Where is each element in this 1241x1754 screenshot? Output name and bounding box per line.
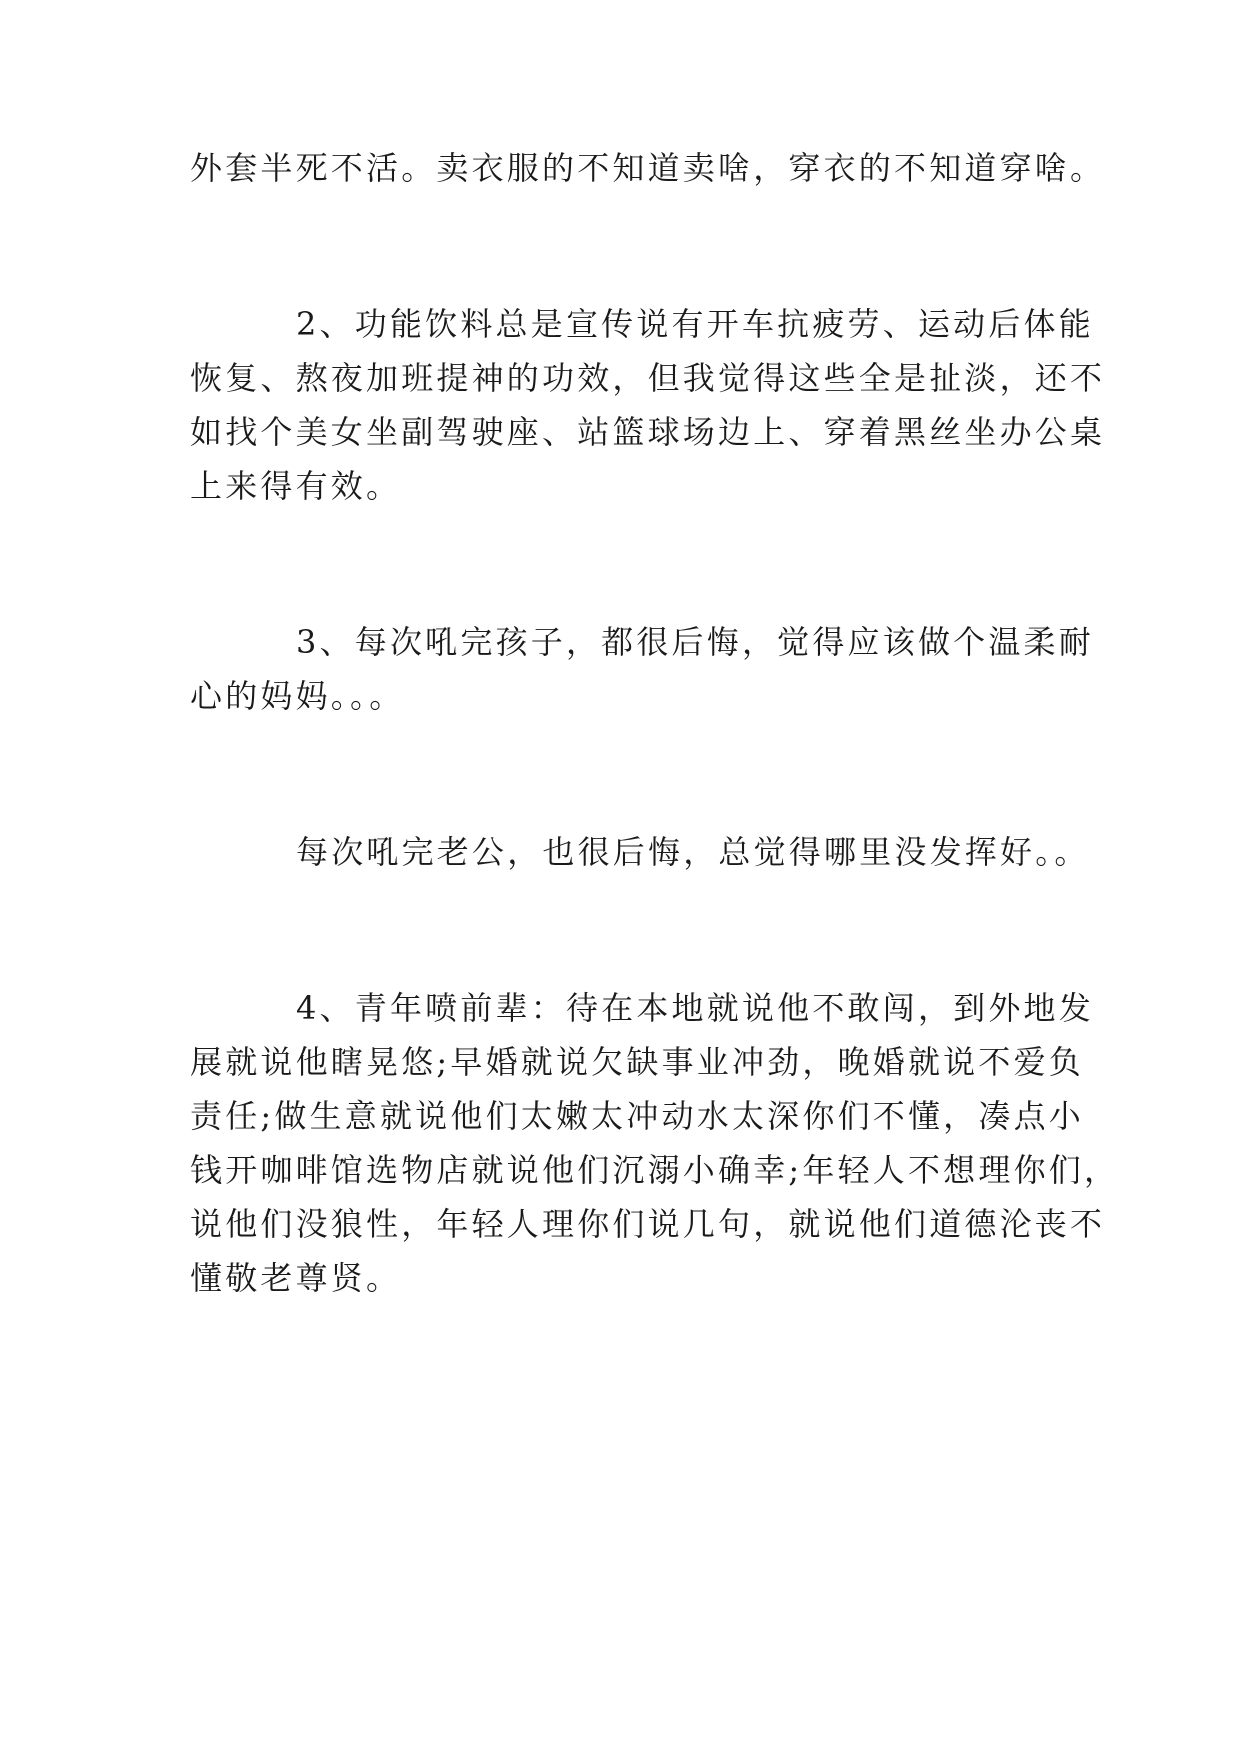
paragraph-1-line-1: 外套半死不活。卖衣服的不知道卖啥，穿衣的不知道穿啥。 <box>190 149 1106 187</box>
paragraph-4-line-1: 每次吼完老公，也很后悔，总觉得哪里没发挥好。。 <box>296 833 1090 871</box>
paragraph-5-line-3: 责任;做生意就说他们太嫩太冲动水太深你们不懂，凑点小 <box>190 1097 1084 1135</box>
paragraph-5-line-6: 懂敬老尊贤。 <box>190 1259 402 1297</box>
paragraph-5-line-4: 钱开咖啡馆选物店就说他们沉溺小确幸;年轻人不想理你们， <box>190 1151 1120 1189</box>
paragraph-3-line-2: 心的妈妈。。。 <box>190 677 405 715</box>
paragraph-2-line-1: 2、功能饮料总是宣传说有开车抗疲劳、运动后体能 <box>296 305 1094 343</box>
paragraph-5-line-2: 展就说他瞎晃悠;早婚就说欠缺事业冲劲，晚婚就说不爱负 <box>190 1043 1084 1081</box>
paragraph-5-line-5: 说他们没狼性，年轻人理你们说几句，就说他们道德沦丧不 <box>190 1205 1106 1243</box>
paragraph-2-line-4: 上来得有效。 <box>190 467 402 505</box>
paragraph-2-line-2: 恢复、熬夜加班提神的功效，但我觉得这些全是扯淡，还不 <box>190 359 1106 397</box>
paragraph-5-line-1: 4、青年喷前辈：待在本地就说他不敢闯，到外地发 <box>296 989 1094 1027</box>
paragraph-3-line-1: 3、每次吼完孩子，都很后悔，觉得应该做个温柔耐 <box>296 623 1094 661</box>
paragraph-2-line-3: 如找个美女坐副驾驶座、站篮球场边上、穿着黑丝坐办公桌 <box>190 413 1106 451</box>
